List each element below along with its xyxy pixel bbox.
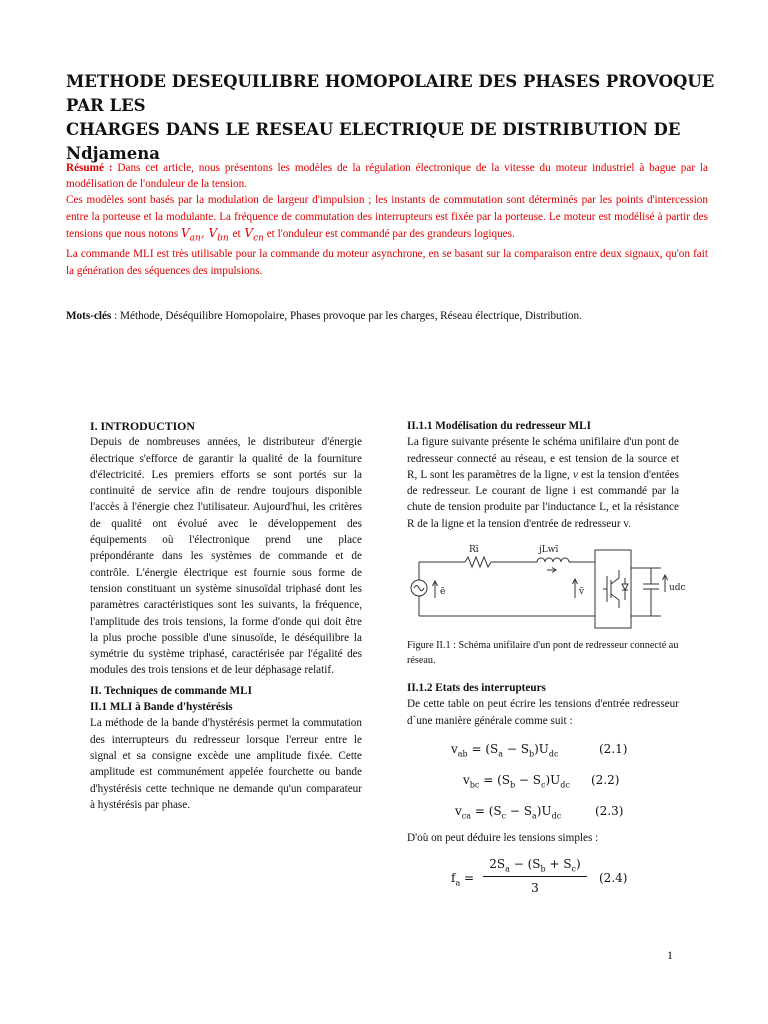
eq-number-2-2: (2.2) [591, 772, 620, 787]
h112-text: De cette table on peut écrire les tensions d'entrée redresseur d`une manière générale comme suit : [407, 698, 679, 727]
label-e: ē [440, 587, 446, 598]
h111-heading: II.1.1 Modélisation du redresseur MLI [407, 420, 591, 432]
h112-heading: II.1.2 Etats des interrupteurs [407, 682, 546, 695]
equation-2-3: $v_{ca} = (S_c - S_a)U_{dc}$ (2.3) [455, 803, 624, 821]
intro-text: Depuis de nombreuses années, le distributeur d'énergie électrique s'efforce de garantir la qualité de la fourniture d'électricité. Les premiers efforts se sont portés sur la continuité de service afin de rendre toujours disponible l'accès à l'énergie chez l'utilisateur. Aujourd'hui, les critères de qualité ont évolué avec le développement des équipements où l'électronique prend une place prépondérante dans les systèmes de commande et de contrôle. L'énergie électrique est fournie sous forme de tension constituant un système sinusoïdal triphasé dont les paramètres caractéristiques sont les suivants, la fréquence, l'amplitude des trois tensions, la forme d'onde qui doit être la plus proche possible d'une sinusoïde, le déséquilibre la symétrie du système triphasé, caractérisée par l'égalité des modules des trois tensions et de leur déphasage relatif. [90, 436, 362, 677]
eq-number-2-3: (2.3) [595, 803, 624, 818]
h111-text-a: La figure suivante présente le schéma unifilaire d'un pont de redresseur connecté au réseau, e est tension de la source et R, L sont les paramètres de la ligne, [407, 436, 679, 481]
abstract-label: Résumé : [66, 162, 113, 174]
abstract-p3: La commande MLI est très utilisable pour la commande du moteur asynchrone, en se basant sur la comparaison entre deux signaux, qu'on fait la génération des séquences des impulsions. [66, 248, 708, 277]
label-jlwi: jLwī [539, 545, 559, 556]
abstract-p2: Ces modèles sont basés par la modulation de largeur d'impulsion ; les instants de commutation sont déterminés par les points d'intercession entre la porteuse et la modulante. La fréquence de commutation des interrupteurs est fixée par la porteuse. Le moteur est modélisé à partir des tensions que nous notons [66, 194, 708, 240]
title-line-2: CHARGES DANS LE RESEAU ELECTRIQUE DE DISTRIBUTION DE Ndjamena [66, 120, 681, 163]
paper-title [66, 70, 716, 166]
abstract-p2-end: et l'onduleur est commandé par des grandeurs logiques. [263, 227, 515, 240]
eq-number-2-1: (2.1) [599, 741, 628, 756]
equation-2-4: $f_a$ = $2S_a - (S_b + S_c)$ 3 (2.4) [451, 857, 628, 896]
page-number: 1 [667, 948, 673, 962]
abstract-vars: $V_{an}$, $V_{bn}$ et $V_{cn}$ [180, 225, 264, 244]
abstract-p1: Dans cet article, nous présentons les modèles de la régulation électronique de la vitesse du moteur industriel à bague par la modélisation de l'onduleur de la tension. [66, 162, 708, 191]
right-column [407, 418, 686, 910]
section2-heading: II. Techniques de commande MLI [90, 684, 252, 697]
equations [407, 735, 679, 828]
equation-2-1: $v_{ab} = (S_a - S_b)U_{dc}$ (2.1) [451, 741, 628, 759]
h111-text [407, 434, 679, 532]
abstract [66, 160, 708, 279]
section21-text: La méthode de la bande d'hystérésis permet la commutation des interrupteurs du redresseur lorsque l'erreur entre le signal et sa consigne excède une amplitude fixée. Cette amplitude est communément appelée fourchette ou bande d'hystérésis cette technique ne demande qu'un comparateur à hystérésis par phase. [90, 717, 362, 811]
label-v: v̄ [579, 587, 585, 598]
circuit-diagram [407, 540, 686, 632]
title-line-1: METHODE DESEQUILIBRE HOMOPOLAIRE DES PHASES PROVOQUE PAR LES [66, 72, 715, 115]
figure-caption: Figure II.1 : Schéma unifilaire d'un pont de redresseur connecté au réseau. [407, 640, 679, 667]
h111-text-b: est la tension d'entées de redresseur. Le courant de ligne i est commandé par la chute de tension produite par l'inductance L, et la résistance R de la ligne et la tension d'entrée de redresseur v. [407, 468, 679, 530]
circuit-figure [407, 540, 686, 632]
intro-heading: I. INTRODUCTION [90, 419, 195, 433]
h111-var-v: v [572, 468, 578, 481]
equation-2-2: $v_{bc} = (S_b - S_c)U_{dc}$ (2.2) [463, 772, 620, 790]
section21-heading: II.1 MLI à Bande d'hystérésis [90, 701, 233, 714]
keywords-label: Mots-clés [66, 310, 112, 322]
keywords [66, 310, 708, 322]
simple-voltages-text: D'où on peut déduire les tensions simples : [407, 831, 599, 844]
left-column [90, 418, 362, 813]
label-udc: udc [669, 583, 686, 594]
label-ri: Rī [469, 545, 479, 556]
eq-number-2-4: (2.4) [599, 871, 628, 886]
keywords-text: : Méthode, Déséquilibre Homopolaire, Phases provoque par les charges, Réseau électrique, Distribution. [111, 310, 582, 322]
